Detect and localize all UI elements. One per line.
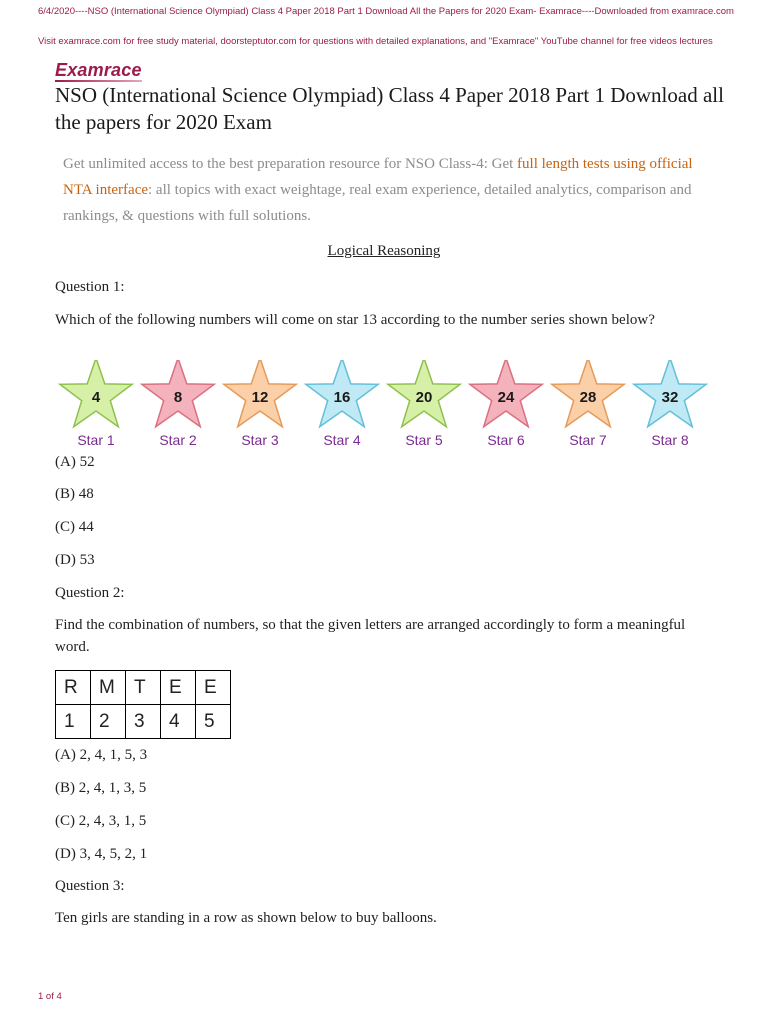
star-value: 8	[173, 389, 183, 406]
question-2-option-b: (B) 2, 4, 1, 3, 5	[55, 780, 147, 796]
number-cell: 1	[56, 705, 91, 739]
number-cell: 2	[91, 705, 126, 739]
question-1-option-c: (C) 44	[55, 519, 94, 535]
question-1-option-b: (B) 48	[55, 486, 94, 502]
letter-cell: R	[56, 671, 91, 705]
question-2-option-d: (D) 3, 4, 5, 2, 1	[55, 846, 148, 862]
question-3-label: Question 3:	[55, 878, 125, 894]
letter-cell: T	[126, 671, 161, 705]
star-value: 32	[661, 389, 679, 406]
star-value: 4	[91, 389, 101, 406]
star-label: Star 4	[323, 432, 361, 448]
star-label: Star 2	[159, 432, 197, 448]
star-label: Star 8	[651, 432, 689, 448]
letter-row	[56, 671, 231, 705]
letter-number-table	[55, 670, 231, 739]
star-label: Star 6	[487, 432, 525, 448]
promo-link[interactable]: full length tests using official NTA interface	[63, 156, 693, 198]
star-label: Star 3	[241, 432, 279, 448]
star-number-series	[55, 360, 715, 452]
star-value: 16	[333, 389, 351, 406]
star-value: 28	[579, 389, 597, 406]
star-series-figure	[55, 360, 715, 452]
letter-cell: E	[196, 671, 231, 705]
number-cell: 3	[126, 705, 161, 739]
section-title: Logical Reasoning	[327, 243, 441, 259]
promo-text	[63, 151, 713, 229]
download-header: 6/4/2020----NSO (International Science Olympiad) Class 4 Paper 2018 Part 1 Download All the Papers for 2020 Exam- Examrace----Downloaded from examrace.com	[38, 6, 734, 17]
star-value: 20	[415, 389, 433, 406]
question-2-option-a: (A) 2, 4, 1, 5, 3	[55, 747, 148, 763]
star-value: 24	[497, 389, 515, 406]
promo-text-before: Get unlimited access to the best preparation resource for NSO Class-4: Get	[63, 156, 518, 172]
star-value: 12	[251, 389, 269, 406]
question-3-text: Ten girls are standing in a row as shown below to buy balloons.	[55, 910, 437, 926]
visit-header: Visit examrace.com for free study material, doorsteptutor.com for questions with detailed explanations, and "Examrace" YouTube channel for free videos lectures	[38, 36, 713, 47]
question-1-label: Question 1:	[55, 279, 125, 295]
page-counter: 1 of 4	[38, 991, 62, 1002]
question-1-text: Which of the following numbers will come on star 13 according to the number series shown below?	[55, 312, 655, 328]
number-row	[56, 705, 231, 739]
letter-cell: M	[91, 671, 126, 705]
star-label: Star 1	[77, 432, 115, 448]
letter-cell: E	[161, 671, 196, 705]
star-label: Star 5	[405, 432, 443, 448]
promo-text-after: : all topics with exact weightage, real exam experience, detailed analytics, comparison and rankings, & questions with full solutions.	[63, 182, 692, 224]
question-1-option-a: (A) 52	[55, 454, 95, 470]
page-title: NSO (International Science Olympiad) Class 4 Paper 2018 Part 1 Download all the papers for 2020 Exam	[55, 83, 724, 134]
question-2-text: Find the combination of numbers, so that the given letters are arranged accordingly to form a meaningful word.	[55, 617, 686, 655]
number-cell: 5	[196, 705, 231, 739]
question-2-option-c: (C) 2, 4, 3, 1, 5	[55, 813, 147, 829]
question-2-label: Question 2:	[55, 585, 125, 601]
examrace-logo: Examrace	[55, 60, 142, 80]
star-label: Star 7	[569, 432, 607, 448]
number-cell: 4	[161, 705, 196, 739]
question-1-option-d: (D) 53	[55, 552, 95, 568]
